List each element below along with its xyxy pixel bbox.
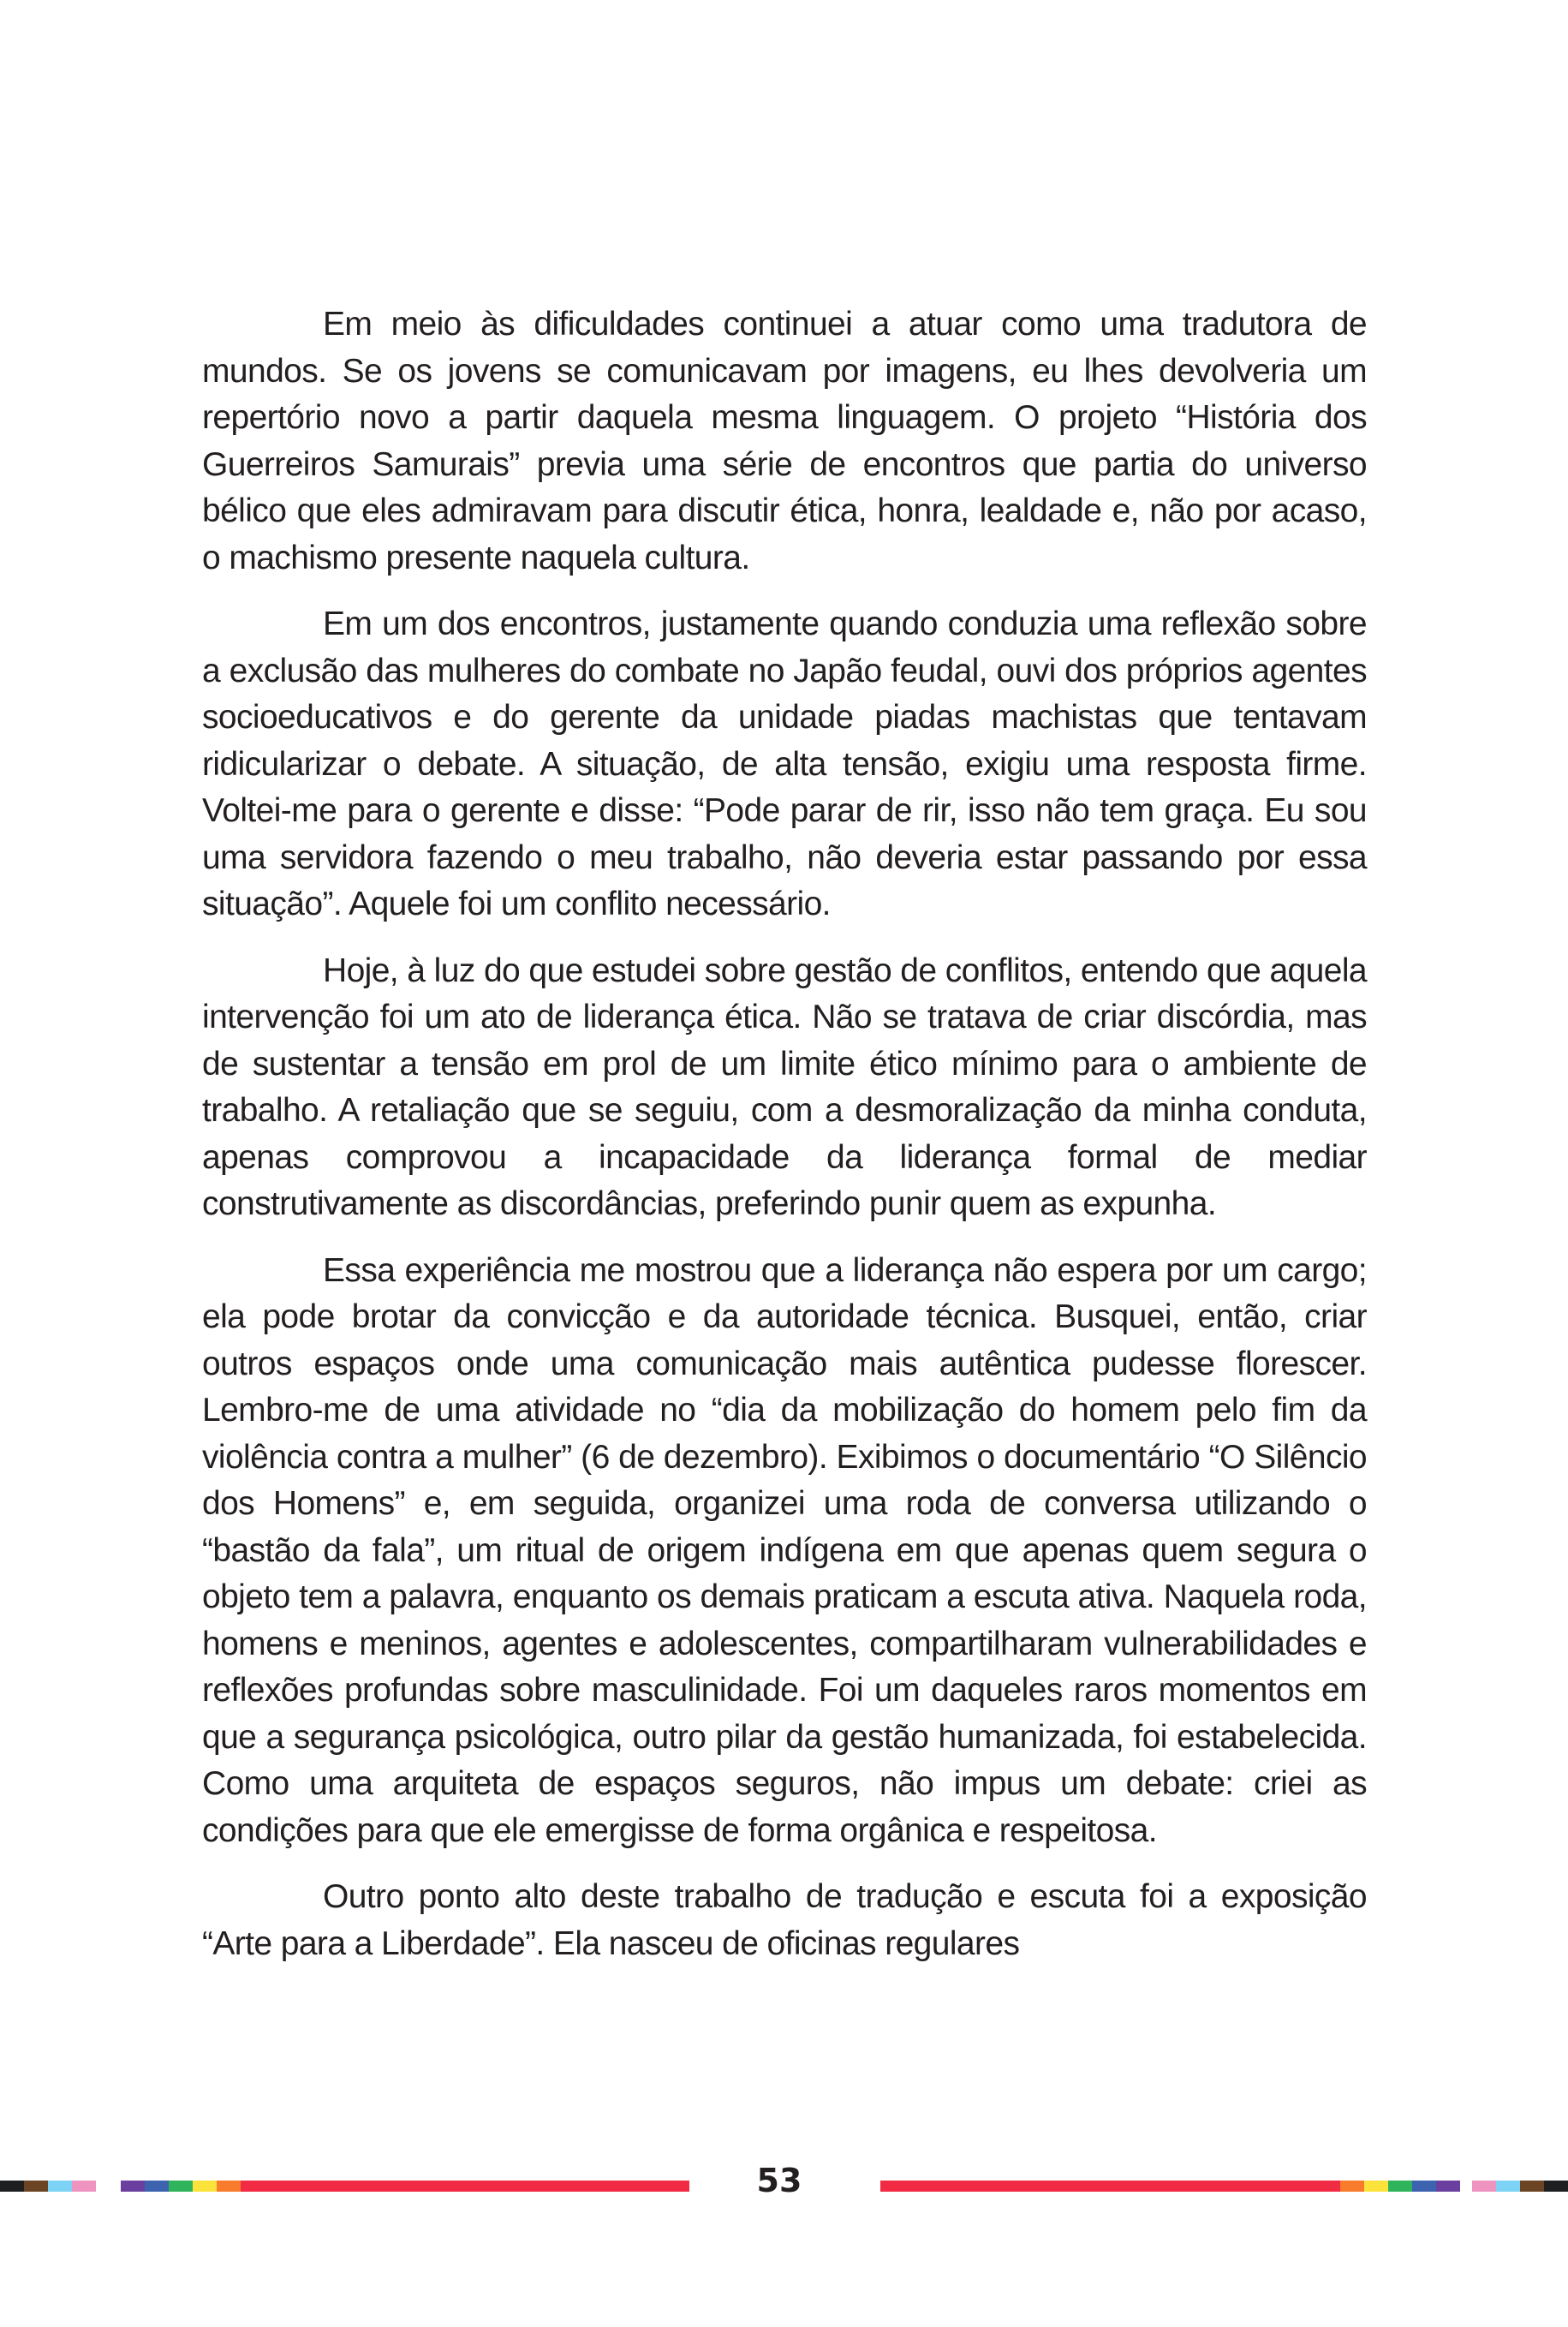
- stripe-red-left: [241, 2181, 689, 2192]
- stripe-black: [0, 2181, 24, 2192]
- paragraph: Hoje, à luz do que estudei sobre gestão de conflitos, entendo que aquela intervenção foi um ato de liderança ética. Não se tratava de criar discórdia, mas de sustentar a tensão em prol de um limite ético mínimo para o ambiente de trabalho. A retaliação que se seguiu, com a desmoralização da minha conduta, apenas comprovou a incapacidade da liderança formal de mediar construtivamente as discordâncias, preferindo punir quem as expunha.: [202, 952, 1367, 1222]
- stripe-pink: [1472, 2181, 1496, 2192]
- stripe-pink: [72, 2181, 96, 2192]
- stripe-brown: [24, 2181, 48, 2192]
- paragraph: Em um dos encontros, justamente quando conduzia uma reflexão sobre a exclusão das mulheres do combate no Japão feudal, ouvi dos próprios agentes socioeducativos e do gerente da unidade piadas machistas que tentavam ridicularizar o debate. A situação, de alta tensão, exigiu uma resposta firme. Voltei-me para o gerente e disse: “Pode parar de rir, isso não tem graça. Eu sou uma servidora fazendo o meu trabalho, não deveria estar passando por essa situação”. Aquele foi um conflito necessário.: [202, 606, 1367, 922]
- stripe-purple: [1436, 2181, 1460, 2192]
- stripe-light-blue: [48, 2181, 72, 2192]
- stripe-orange: [1340, 2181, 1364, 2192]
- stripe-light-blue: [1496, 2181, 1520, 2192]
- stripe-brown: [1520, 2181, 1544, 2192]
- stripe-yellow: [1364, 2181, 1388, 2192]
- stripe-blue: [145, 2181, 169, 2192]
- stripe-yellow: [193, 2181, 217, 2192]
- paragraph: Essa experiência me mostrou que a liderança não espera por um cargo; ela pode brotar da convicção e da autoridade técnica. Busquei, então, criar outros espaços onde uma comunicação mais autêntica pudesse florescer. Lembro-me de uma atividade no “dia da mobilização do homem pelo fim da violência contra a mulher” (6 de dezembro). Exibimos o documentário “O Silêncio dos Homens” e, em seguida, organizei uma roda de conversa utilizando o “bastão da fala”, um ritual de origem indígena em que apenas quem segura o objeto tem a palavra, enquanto os demais praticam a escuta ativa. Naquela roda, homens e meninos, agentes e adolescentes, compartilharam vulnerabilidades e reflexões profundas sobre masculinidade. Foi um daqueles raros momentos em que a segurança psicológica, outro pilar da gestão humanizada, foi estabelecida. Como uma arquiteta de espaços seguros, não impus um debate: criei as condições para que ele emergisse de forma orgânica e respeitosa.: [202, 1251, 1367, 1849]
- paragraph: Outro ponto alto deste trabalho de tradução e escuta foi a exposição “Arte para a Liberdade”. Ela nasceu de oficinas regulares: [202, 1878, 1367, 1962]
- stripe-red-right: [880, 2181, 1340, 2192]
- paragraph: Em meio às dificuldades continuei a atuar como uma tradutora de mundos. Se os jovens se comunicavam por imagens, eu lhes devolveria um repertório novo a partir daquela mesma linguagem. O projeto “História dos Guerreiros Samurais” previa uma série de encontros que partia do universo bélico que eles admiravam para discutir ética, honra, lealdade e, não por acaso, o machismo presente naquela cultura.: [202, 306, 1367, 576]
- page-number: 53: [756, 2162, 802, 2199]
- stripe-blue: [1412, 2181, 1436, 2192]
- stripe-purple: [121, 2181, 145, 2192]
- stripe-black: [1544, 2181, 1568, 2192]
- body-text: [202, 301, 1367, 1987]
- stripe-green: [169, 2181, 193, 2192]
- stripe-green: [1388, 2181, 1412, 2192]
- stripe-orange: [217, 2181, 241, 2192]
